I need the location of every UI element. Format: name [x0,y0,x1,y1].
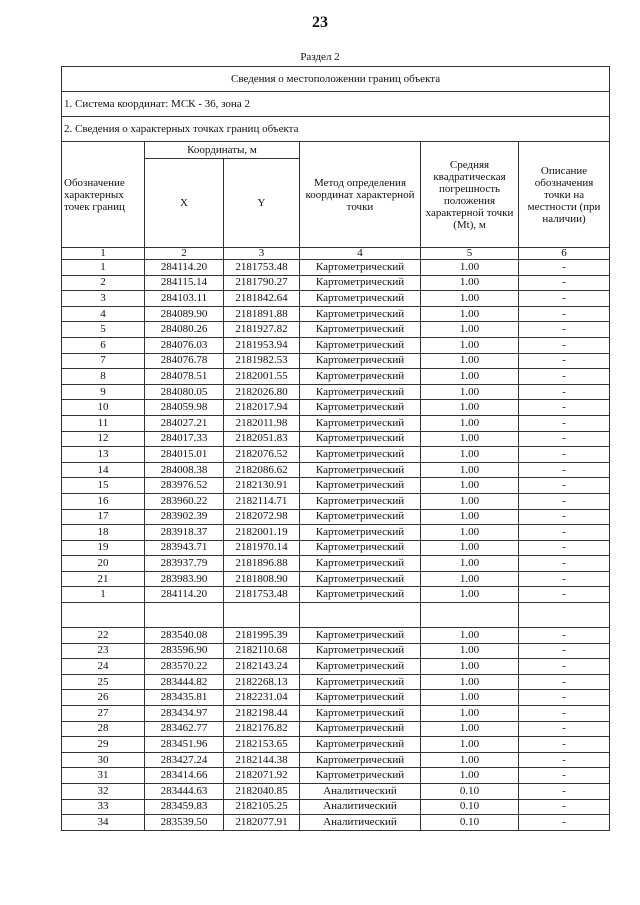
point-id-cell: 31 [62,768,145,784]
table-row [62,643,610,659]
table-row [62,737,610,753]
error-cell: 1.00 [421,571,519,587]
coord-x-cell: 283943.71 [145,540,224,556]
page-number: 23 [312,14,328,31]
point-id-cell: 20 [62,556,145,572]
point-id-cell: 6 [62,337,145,353]
coord-y-cell: 2182076.52 [224,447,300,463]
coord-y-cell: 2182114.71 [224,493,300,509]
point-id-cell: 1 [62,587,145,603]
description-cell: - [519,815,610,831]
coord-x-cell: 284103.11 [145,291,224,307]
coord-x-cell: 283539.50 [145,815,224,831]
coord-y-cell: 2182086.62 [224,462,300,478]
coord-x-cell: 283902.39 [145,509,224,525]
point-id-cell: 29 [62,737,145,753]
col-number: 5 [421,248,519,260]
method-cell: Картометрический [300,353,421,369]
description-cell: - [519,540,610,556]
error-cell: 1.00 [421,525,519,541]
coord-y-cell: 2182268.13 [224,674,300,690]
description-cell: - [519,525,610,541]
description-cell: - [519,415,610,431]
error-cell: 1.00 [421,643,519,659]
method-cell: Картометрический [300,400,421,416]
points-heading-row: 2. Сведения о характерных точках границ объекта [62,117,610,142]
coord-y-cell: 2182026.80 [224,384,300,400]
point-id-cell: 34 [62,815,145,831]
point-id-cell: 5 [62,322,145,338]
point-id-cell: 17 [62,509,145,525]
description-cell: - [519,706,610,722]
error-cell: 1.00 [421,462,519,478]
coord-x-cell: 284008.38 [145,462,224,478]
section-title: Раздел 2 [300,51,340,63]
coord-x-cell: 283596.90 [145,643,224,659]
coord-y-cell: 2181891.88 [224,306,300,322]
point-id-cell: 11 [62,415,145,431]
header-method: Метод определения координат характерной точки [300,142,421,248]
error-cell: 1.00 [421,478,519,494]
point-id-cell: 12 [62,431,145,447]
table-row [62,674,610,690]
method-cell: Картометрический [300,384,421,400]
table-row [62,275,610,291]
empty-cell [145,603,224,628]
table-row [62,306,610,322]
error-cell: 1.00 [421,291,519,307]
coord-x-cell: 284017.33 [145,431,224,447]
error-cell: 1.00 [421,659,519,675]
error-cell: 1.00 [421,540,519,556]
table-row [62,587,610,603]
error-cell: 1.00 [421,706,519,722]
coord-y-cell: 2182176.82 [224,721,300,737]
table-row [62,462,610,478]
coord-x-cell: 283427.24 [145,752,224,768]
error-cell: 1.00 [421,400,519,416]
coord-x-cell: 283570.22 [145,659,224,675]
table-row [62,556,610,572]
description-cell: - [519,659,610,675]
col-number: 6 [519,248,610,260]
method-cell: Картометрический [300,369,421,385]
coord-y-cell: 2181753.48 [224,260,300,276]
method-cell: Картометрический [300,571,421,587]
coord-y-cell: 2182153.65 [224,737,300,753]
description-cell: - [519,322,610,338]
table-row [62,540,610,556]
col-number: 1 [62,248,145,260]
point-id-cell: 23 [62,643,145,659]
coord-x-cell: 283434.97 [145,706,224,722]
error-cell: 1.00 [421,721,519,737]
coord-x-cell: 284078.51 [145,369,224,385]
point-id-cell: 4 [62,306,145,322]
description-cell: - [519,799,610,815]
point-id-cell: 32 [62,784,145,800]
empty-cell [300,603,421,628]
point-id-cell: 15 [62,478,145,494]
error-cell: 0.10 [421,799,519,815]
table-row [62,478,610,494]
method-cell: Картометрический [300,587,421,603]
point-id-cell: 10 [62,400,145,416]
col-number: 3 [224,248,300,260]
point-id-cell: 26 [62,690,145,706]
coord-y-cell: 2182143.24 [224,659,300,675]
header-y: Y [224,159,300,248]
method-cell: Картометрический [300,525,421,541]
description-cell: - [519,674,610,690]
table-row [62,768,610,784]
table-row [62,337,610,353]
coord-x-cell: 283435.81 [145,690,224,706]
coord-y-cell: 2182011.98 [224,415,300,431]
coord-x-cell: 283983.90 [145,571,224,587]
method-cell: Аналитический [300,784,421,800]
description-cell: - [519,784,610,800]
coord-y-cell: 2181927.82 [224,322,300,338]
table-row [62,384,610,400]
error-cell: 1.00 [421,369,519,385]
coord-y-cell: 2181790.27 [224,275,300,291]
description-cell: - [519,752,610,768]
group-separator-row [62,603,610,628]
method-cell: Картометрический [300,275,421,291]
method-cell: Картометрический [300,768,421,784]
header-description: Описание обозначения точки на местности (при наличии) [519,142,610,248]
description-cell: - [519,369,610,385]
method-cell: Картометрический [300,752,421,768]
point-id-cell: 30 [62,752,145,768]
description-cell: - [519,260,610,276]
error-cell: 0.10 [421,784,519,800]
method-cell: Картометрический [300,431,421,447]
method-cell: Картометрический [300,493,421,509]
error-cell: 1.00 [421,556,519,572]
coord-x-cell: 283540.08 [145,628,224,644]
col-number: 4 [300,248,421,260]
empty-cell [62,603,145,628]
description-cell: - [519,306,610,322]
table-row [62,799,610,815]
coord-x-cell: 284059.98 [145,400,224,416]
coord-y-cell: 2182144.38 [224,752,300,768]
description-cell: - [519,690,610,706]
coord-x-cell: 283462.77 [145,721,224,737]
description-cell: - [519,587,610,603]
coord-y-cell: 2182072.98 [224,509,300,525]
description-cell: - [519,337,610,353]
error-cell: 1.00 [421,628,519,644]
description-cell: - [519,400,610,416]
method-cell: Картометрический [300,674,421,690]
point-id-cell: 7 [62,353,145,369]
header-error: Средняя квадратическая погрешность положения характерной точки (Mt), м [421,142,519,248]
col-number: 2 [145,248,224,260]
coord-y-cell: 2182110.68 [224,643,300,659]
coord-y-cell: 2181808.90 [224,571,300,587]
description-cell: - [519,478,610,494]
description-cell: - [519,643,610,659]
method-cell: Картометрический [300,291,421,307]
description-cell: - [519,556,610,572]
table-row [62,690,610,706]
point-id-cell: 14 [62,462,145,478]
coord-x-cell: 284114.20 [145,260,224,276]
error-cell: 1.00 [421,275,519,291]
error-cell: 1.00 [421,674,519,690]
coord-y-cell: 2181842.64 [224,291,300,307]
coord-y-cell: 2181995.39 [224,628,300,644]
empty-cell [421,603,519,628]
error-cell: 1.00 [421,337,519,353]
table-row [62,447,610,463]
table-row [62,369,610,385]
table-row [62,706,610,722]
table-row [62,322,610,338]
point-id-cell: 18 [62,525,145,541]
coord-x-cell: 284080.05 [145,384,224,400]
coord-y-cell: 2182105.25 [224,799,300,815]
description-cell: - [519,493,610,509]
error-cell: 1.00 [421,447,519,463]
table-row [62,628,610,644]
coord-y-cell: 2181896.88 [224,556,300,572]
method-cell: Картометрический [300,509,421,525]
coord-x-cell: 283414.66 [145,768,224,784]
coord-x-cell: 283937.79 [145,556,224,572]
point-id-cell: 3 [62,291,145,307]
table-row [62,752,610,768]
error-cell: 1.00 [421,509,519,525]
description-cell: - [519,628,610,644]
coord-x-cell: 284080.26 [145,322,224,338]
table-row [62,659,610,675]
point-id-cell: 19 [62,540,145,556]
error-cell: 1.00 [421,322,519,338]
description-cell: - [519,462,610,478]
method-cell: Картометрический [300,415,421,431]
table-row [62,784,610,800]
coord-y-cell: 2182071.92 [224,768,300,784]
coord-x-cell: 284027.21 [145,415,224,431]
coord-y-cell: 2181982.53 [224,353,300,369]
point-id-cell: 28 [62,721,145,737]
method-cell: Картометрический [300,478,421,494]
coord-y-cell: 2182017.94 [224,400,300,416]
method-cell: Картометрический [300,322,421,338]
coordinate-system-row: 1. Система координат: МСК - 36, зона 2 [62,92,610,117]
error-cell: 1.00 [421,737,519,753]
point-id-cell: 16 [62,493,145,509]
method-cell: Картометрический [300,306,421,322]
coord-x-cell: 283459.83 [145,799,224,815]
error-cell: 1.00 [421,587,519,603]
coord-y-cell: 2181953.94 [224,337,300,353]
description-cell: - [519,353,610,369]
coord-x-cell: 283960.22 [145,493,224,509]
error-cell: 1.00 [421,260,519,276]
point-id-cell: 13 [62,447,145,463]
coord-y-cell: 2182231.04 [224,690,300,706]
error-cell: 1.00 [421,768,519,784]
description-cell: - [519,275,610,291]
point-id-cell: 27 [62,706,145,722]
table-row [62,415,610,431]
method-cell: Картометрический [300,706,421,722]
description-cell: - [519,384,610,400]
method-cell: Картометрический [300,628,421,644]
coord-y-cell: 2182130.91 [224,478,300,494]
coord-x-cell: 283918.37 [145,525,224,541]
empty-cell [224,603,300,628]
table-row [62,260,610,276]
method-cell: Картометрический [300,690,421,706]
method-cell: Аналитический [300,799,421,815]
point-id-cell: 21 [62,571,145,587]
coord-y-cell: 2182051.83 [224,431,300,447]
header-coordinates: Координаты, м [145,142,300,159]
method-cell: Картометрический [300,643,421,659]
method-cell: Картометрический [300,462,421,478]
description-cell: - [519,431,610,447]
method-cell: Картометрический [300,659,421,675]
description-cell: - [519,447,610,463]
table-body [62,260,610,831]
table-row [62,291,610,307]
table-row [62,431,610,447]
point-id-cell: 24 [62,659,145,675]
coord-x-cell: 283976.52 [145,478,224,494]
coord-x-cell: 284076.78 [145,353,224,369]
point-id-cell: 9 [62,384,145,400]
description-cell: - [519,721,610,737]
table-row [62,509,610,525]
point-id-cell: 22 [62,628,145,644]
method-cell: Аналитический [300,815,421,831]
point-id-cell: 1 [62,260,145,276]
error-cell: 1.00 [421,415,519,431]
table-row [62,721,610,737]
coord-y-cell: 2182001.19 [224,525,300,541]
coord-y-cell: 2182198.44 [224,706,300,722]
coord-x-cell: 284015.01 [145,447,224,463]
point-id-cell: 33 [62,799,145,815]
table-row [62,493,610,509]
description-cell: - [519,509,610,525]
table-row [62,400,610,416]
table-row [62,571,610,587]
method-cell: Картометрический [300,540,421,556]
coord-x-cell: 283444.82 [145,674,224,690]
coord-x-cell: 284089.90 [145,306,224,322]
error-cell: 1.00 [421,431,519,447]
table-row [62,815,610,831]
method-cell: Картометрический [300,721,421,737]
coord-x-cell: 283444.63 [145,784,224,800]
method-cell: Картометрический [300,556,421,572]
description-cell: - [519,768,610,784]
error-cell: 1.00 [421,493,519,509]
method-cell: Картометрический [300,260,421,276]
coord-x-cell: 284115.14 [145,275,224,291]
coord-x-cell: 283451.96 [145,737,224,753]
point-id-cell: 25 [62,674,145,690]
coord-y-cell: 2181970.14 [224,540,300,556]
description-cell: - [519,571,610,587]
description-cell: - [519,737,610,753]
header-point: Обозначение характерных точек границ [62,142,145,248]
error-cell: 0.10 [421,815,519,831]
coord-y-cell: 2182040.85 [224,784,300,800]
error-cell: 1.00 [421,384,519,400]
point-id-cell: 2 [62,275,145,291]
method-cell: Картометрический [300,737,421,753]
table-row [62,525,610,541]
error-cell: 1.00 [421,306,519,322]
table-caption: Сведения о местоположении границ объекта [62,67,610,92]
coord-y-cell: 2182077.91 [224,815,300,831]
coord-y-cell: 2181753.48 [224,587,300,603]
method-cell: Картометрический [300,447,421,463]
coord-x-cell: 284114.20 [145,587,224,603]
header-x: X [145,159,224,248]
coord-x-cell: 284076.03 [145,337,224,353]
boundary-points-table [61,66,610,831]
description-cell: - [519,291,610,307]
error-cell: 1.00 [421,353,519,369]
error-cell: 1.00 [421,752,519,768]
method-cell: Картометрический [300,337,421,353]
coord-y-cell: 2182001.55 [224,369,300,385]
empty-cell [519,603,610,628]
error-cell: 1.00 [421,690,519,706]
point-id-cell: 8 [62,369,145,385]
table-row [62,353,610,369]
